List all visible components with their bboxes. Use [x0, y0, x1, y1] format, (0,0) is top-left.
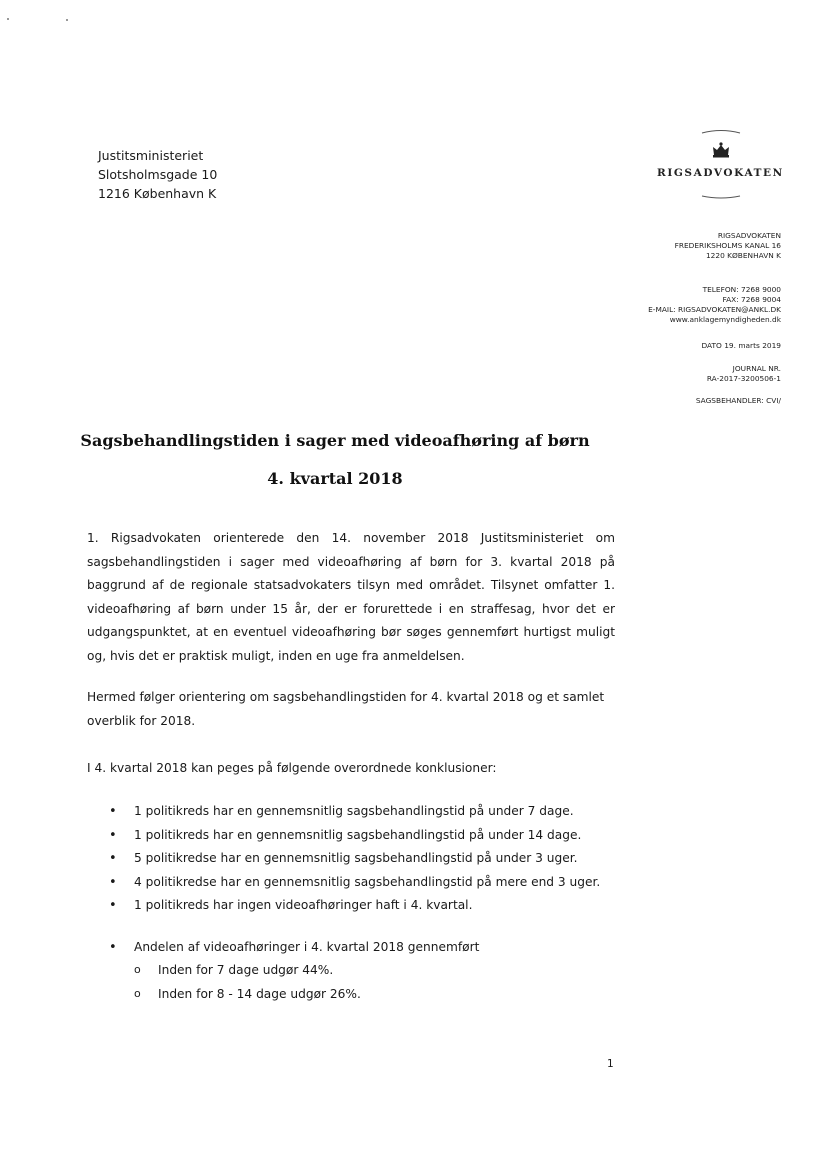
- document-subtitle: 4. kvartal 2018: [267, 469, 403, 488]
- sender-web: www.anklagemyndigheden.dk: [669, 315, 781, 324]
- journal-number: RA-2017-3200506-1: [706, 374, 781, 383]
- recipient-address: [98, 146, 217, 203]
- sender-city: 1220 KØBENHAVN K: [705, 251, 781, 260]
- recipient-name: Justitsministeriet: [98, 148, 204, 163]
- sender-contact: [648, 285, 781, 325]
- case-handler: SAGSBEHANDLER: CVI/: [695, 396, 781, 405]
- recipient-street: Slotsholmsgade 10: [98, 167, 218, 182]
- page-number: 1: [607, 1058, 614, 1070]
- list-item: • 1 politikreds har en gennemsnitlig sagsbehandlingstid på under 7 dage.: [110, 800, 600, 824]
- sender-fax: FAX: 7268 9004: [722, 295, 781, 304]
- sender-email: E-MAIL: RIGSADVOKATEN@ANKL.DK: [648, 305, 781, 314]
- list-item: • Andelen af videoafhøringer i 4. kvartal 2018 gennemført: [110, 936, 479, 960]
- document-title: Sagsbehandlingstiden i sager med videoafhøring af børn: [80, 431, 590, 450]
- sender-name: RIGSADVOKATEN: [717, 231, 781, 240]
- sender-phone: TELEFON: 7268 9000: [702, 285, 781, 294]
- conclusion-list: [110, 800, 600, 918]
- scan-speck: [7, 18, 9, 20]
- journal-block: [707, 364, 781, 384]
- journal-label: JOURNAL NR.: [732, 364, 781, 373]
- list-item: • 1 politikreds har ingen videoafhøringer haft i 4. kvartal.: [110, 894, 600, 918]
- list-item: • 5 politikredse har en gennemsnitlig sagsbehandlingstid på under 3 uger.: [110, 847, 600, 871]
- brand-name: RIGSADVOKATEN: [657, 167, 784, 179]
- scan-speck: [66, 19, 68, 21]
- sub-list-item: o Inden for 8 - 14 dage udgør 26%.: [134, 983, 361, 1007]
- sub-list-item: o Inden for 7 dage udgør 44%.: [134, 959, 361, 983]
- recipient-city: 1216 København K: [98, 186, 217, 201]
- share-sub-list: [134, 959, 361, 1006]
- list-item: • 1 politikreds har en gennemsnitlig sagsbehandlingstid på under 14 dage.: [110, 824, 600, 848]
- share-list: [110, 936, 479, 960]
- paragraph-2: Hermed følger orientering om sagsbehandlingstiden for 4. kvartal 2018 og et samlet overblik for 2018.: [87, 690, 605, 728]
- sender-street: FREDERIKSHOLMS KANAL 16: [674, 241, 781, 250]
- list-item: • 4 politikredse har en gennemsnitlig sagsbehandlingstid på mere end 3 uger.: [110, 871, 600, 895]
- document-date: DATO 19. marts 2019: [701, 341, 781, 350]
- paragraph-3: I 4. kvartal 2018 kan peges på følgende overordnede konklusioner:: [87, 761, 497, 775]
- crown-logo-icon: [640, 128, 800, 204]
- sender-address: [675, 231, 781, 261]
- paragraph-1: 1. Rigsadvokaten orienterede den 14. november 2018 Justitsministeriet om sagsbehandlingstiden i sager med videoafhøring af børn for 3. kvartal 2018 på baggrund af de regionale statsadvokaters tilsyn med området. Tilsynet omfatter 1. videoafhøring af børn under 15 år, der er forurettede i en straffesag, hvor det er udgangspunktet, at en eventuel videoafhøring bør søges gennemført hurtigst muligt og, hvis det er praktisk muligt, inden en uge fra anmeldelsen.: [87, 531, 615, 663]
